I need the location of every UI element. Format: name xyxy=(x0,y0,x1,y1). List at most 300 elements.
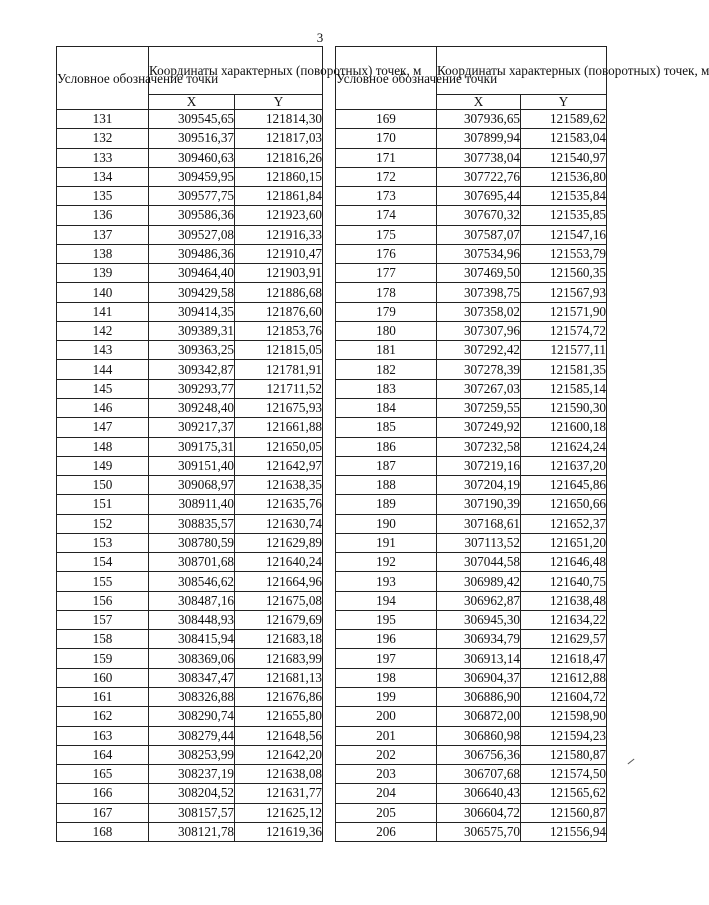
point-number-cell: 148 xyxy=(57,437,149,456)
x-coordinate-cell: 306913,14 xyxy=(437,649,521,668)
table-row xyxy=(336,668,607,687)
point-number-cell: 187 xyxy=(336,456,437,475)
y-coordinate-cell: 121853,76 xyxy=(235,321,323,340)
point-number-cell: 131 xyxy=(57,110,149,129)
point-number-cell: 190 xyxy=(336,514,437,533)
x-coordinate-cell: 306860,98 xyxy=(437,726,521,745)
point-number-cell: 167 xyxy=(57,803,149,822)
x-coordinate-cell: 307259,55 xyxy=(437,398,521,417)
table-row xyxy=(336,726,607,745)
x-coordinate-cell: 307113,52 xyxy=(437,533,521,552)
table-row xyxy=(57,533,323,552)
point-number-cell: 185 xyxy=(336,418,437,437)
coordinates-table-right xyxy=(335,46,709,842)
point-number-cell: 181 xyxy=(336,341,437,360)
point-number-cell: 192 xyxy=(336,553,437,572)
table-row xyxy=(336,745,607,764)
y-coordinate-cell: 121651,20 xyxy=(521,533,607,552)
x-coordinate-cell: 307267,03 xyxy=(437,379,521,398)
coordinates-header: Координаты характерных (поворотных) точек, м xyxy=(149,47,323,95)
point-number-cell: 180 xyxy=(336,321,437,340)
x-coordinate-cell: 307232,58 xyxy=(437,437,521,456)
x-coordinate-cell: 306756,36 xyxy=(437,745,521,764)
x-coordinate-cell: 308279,44 xyxy=(149,726,235,745)
y-coordinate-cell: 121816,26 xyxy=(235,148,323,167)
y-coordinate-cell: 121594,23 xyxy=(521,726,607,745)
y-coordinate-cell: 121642,97 xyxy=(235,456,323,475)
point-number-cell: 182 xyxy=(336,360,437,379)
table-row xyxy=(57,418,323,437)
point-number-cell: 147 xyxy=(57,418,149,437)
x-coordinate-cell: 306945,30 xyxy=(437,610,521,629)
y-coordinate-cell: 121624,24 xyxy=(521,437,607,456)
y-coordinate-cell: 121814,30 xyxy=(235,110,323,129)
x-coordinate-cell: 309429,58 xyxy=(149,283,235,302)
table-row xyxy=(57,630,323,649)
x-coordinate-cell: 307168,61 xyxy=(437,514,521,533)
y-coordinate-cell: 121629,89 xyxy=(235,533,323,552)
y-coordinate-cell: 121876,60 xyxy=(235,302,323,321)
x-coordinate-cell: 307695,44 xyxy=(437,187,521,206)
y-coordinate-cell: 121638,08 xyxy=(235,765,323,784)
point-number-cell: 149 xyxy=(57,456,149,475)
x-coordinate-cell: 306707,68 xyxy=(437,765,521,784)
y-coordinate-cell: 121638,35 xyxy=(235,476,323,495)
y-coordinate-cell: 121565,62 xyxy=(521,784,607,803)
x-coordinate-cell: 306575,70 xyxy=(437,822,521,841)
x-coordinate-cell: 309151,40 xyxy=(149,456,235,475)
table-row xyxy=(57,225,323,244)
table-row xyxy=(336,687,607,706)
y-coordinate-cell: 121681,13 xyxy=(235,668,323,687)
x-coordinate-cell: 306640,43 xyxy=(437,784,521,803)
x-coordinate-cell: 307534,96 xyxy=(437,244,521,263)
y-coordinate-cell: 121571,90 xyxy=(521,302,607,321)
table-row xyxy=(336,514,607,533)
table-row xyxy=(336,649,607,668)
y-coordinate-cell: 121589,62 xyxy=(521,110,607,129)
y-coordinate-cell: 121648,56 xyxy=(235,726,323,745)
point-number-cell: 146 xyxy=(57,398,149,417)
point-number-cell: 137 xyxy=(57,225,149,244)
point-number-cell: 196 xyxy=(336,630,437,649)
y-coordinate-cell: 121635,76 xyxy=(235,495,323,514)
table-row xyxy=(57,110,323,129)
table-row xyxy=(336,822,607,841)
x-coordinate-cell: 308448,93 xyxy=(149,610,235,629)
table-row xyxy=(57,707,323,726)
table-row xyxy=(57,687,323,706)
table-row xyxy=(336,495,607,514)
x-coordinate-cell: 308347,47 xyxy=(149,668,235,687)
table-row xyxy=(57,187,323,206)
y-coordinate-cell: 121640,75 xyxy=(521,572,607,591)
table-body-right xyxy=(336,110,607,842)
y-coordinate-cell: 121910,47 xyxy=(235,244,323,263)
coordinates-header: Координаты характерных (поворотных) точек, м xyxy=(437,47,607,95)
y-coordinate-cell: 121567,93 xyxy=(521,283,607,302)
y-coordinate-cell: 121650,05 xyxy=(235,437,323,456)
x-coordinate-cell: 307249,92 xyxy=(437,418,521,437)
table-row xyxy=(336,379,607,398)
y-coordinate-cell: 121553,79 xyxy=(521,244,607,263)
table-row xyxy=(57,649,323,668)
point-number-cell: 171 xyxy=(336,148,437,167)
table-row xyxy=(57,302,323,321)
point-number-cell: 140 xyxy=(57,283,149,302)
x-coordinate-cell: 308546,62 xyxy=(149,572,235,591)
table-row xyxy=(336,225,607,244)
point-number-cell: 133 xyxy=(57,148,149,167)
x-coordinate-cell: 309464,40 xyxy=(149,264,235,283)
y-coordinate-cell: 121655,80 xyxy=(235,707,323,726)
y-coordinate-cell: 121556,94 xyxy=(521,822,607,841)
point-number-cell: 177 xyxy=(336,264,437,283)
x-coordinate-cell: 308780,59 xyxy=(149,533,235,552)
y-coordinate-cell: 121560,87 xyxy=(521,803,607,822)
point-number-cell: 145 xyxy=(57,379,149,398)
x-coordinate-cell: 306934,79 xyxy=(437,630,521,649)
x-coordinate-cell: 309516,37 xyxy=(149,129,235,148)
page-number: 3 xyxy=(316,30,324,45)
y-coordinate-cell: 121634,22 xyxy=(521,610,607,629)
point-number-cell: 202 xyxy=(336,745,437,764)
point-number-cell: 136 xyxy=(57,206,149,225)
table-row xyxy=(336,707,607,726)
point-number-cell: 150 xyxy=(57,476,149,495)
x-coordinate-cell: 309486,36 xyxy=(149,244,235,263)
point-number-cell: 165 xyxy=(57,765,149,784)
point-number-cell: 186 xyxy=(336,437,437,456)
table-row xyxy=(57,765,323,784)
y-coordinate-cell: 121652,37 xyxy=(521,514,607,533)
y-coordinate-cell: 121631,77 xyxy=(235,784,323,803)
x-column-header: X xyxy=(437,95,521,110)
point-number-cell: 154 xyxy=(57,553,149,572)
point-number-cell: 170 xyxy=(336,129,437,148)
point-number-cell: 142 xyxy=(57,321,149,340)
x-coordinate-cell: 308326,88 xyxy=(149,687,235,706)
y-coordinate-cell: 121664,96 xyxy=(235,572,323,591)
table-row xyxy=(336,591,607,610)
point-number-cell: 163 xyxy=(57,726,149,745)
x-coordinate-cell: 306962,87 xyxy=(437,591,521,610)
table-row xyxy=(57,745,323,764)
point-number-cell: 204 xyxy=(336,784,437,803)
table-row xyxy=(57,360,323,379)
x-coordinate-cell: 308204,52 xyxy=(149,784,235,803)
x-coordinate-cell: 309175,31 xyxy=(149,437,235,456)
point-number-cell: 205 xyxy=(336,803,437,822)
table-row xyxy=(57,784,323,803)
y-coordinate-cell: 121781,91 xyxy=(235,360,323,379)
table-row xyxy=(336,784,607,803)
x-coordinate-cell: 308369,06 xyxy=(149,649,235,668)
table-row xyxy=(336,437,607,456)
table-row xyxy=(57,553,323,572)
point-number-cell: 168 xyxy=(57,822,149,841)
x-coordinate-cell: 309414,35 xyxy=(149,302,235,321)
y-coordinate-cell: 121675,93 xyxy=(235,398,323,417)
y-coordinate-cell: 121637,20 xyxy=(521,456,607,475)
x-coordinate-cell: 309293,77 xyxy=(149,379,235,398)
point-number-cell: 160 xyxy=(57,668,149,687)
point-number-cell: 178 xyxy=(336,283,437,302)
table-row xyxy=(57,610,323,629)
table-row xyxy=(336,264,607,283)
x-coordinate-cell: 307738,04 xyxy=(437,148,521,167)
x-coordinate-cell: 306604,72 xyxy=(437,803,521,822)
y-coordinate-cell: 121560,35 xyxy=(521,264,607,283)
table-row xyxy=(336,244,607,263)
x-coordinate-cell: 309460,63 xyxy=(149,148,235,167)
y-coordinate-cell: 121598,90 xyxy=(521,707,607,726)
point-number-cell: 183 xyxy=(336,379,437,398)
table-row xyxy=(336,765,607,784)
table-row xyxy=(336,360,607,379)
y-coordinate-cell: 121625,12 xyxy=(235,803,323,822)
point-number-cell: 132 xyxy=(57,129,149,148)
x-coordinate-cell: 307398,75 xyxy=(437,283,521,302)
y-coordinate-cell: 121580,87 xyxy=(521,745,607,764)
x-coordinate-cell: 309389,31 xyxy=(149,321,235,340)
point-designation-header: Условное обозначение точки xyxy=(336,47,437,110)
x-coordinate-cell: 307358,02 xyxy=(437,302,521,321)
table-row xyxy=(336,283,607,302)
x-coordinate-cell: 307469,50 xyxy=(437,264,521,283)
point-number-cell: 157 xyxy=(57,610,149,629)
y-coordinate-cell: 121630,74 xyxy=(235,514,323,533)
y-coordinate-cell: 121604,72 xyxy=(521,687,607,706)
point-number-cell: 162 xyxy=(57,707,149,726)
y-coordinate-cell: 121600,18 xyxy=(521,418,607,437)
table-row xyxy=(336,398,607,417)
y-coordinate-cell: 121619,36 xyxy=(235,822,323,841)
y-coordinate-cell: 121574,72 xyxy=(521,321,607,340)
table-row xyxy=(336,572,607,591)
y-coordinate-cell: 121618,47 xyxy=(521,649,607,668)
table-row xyxy=(57,495,323,514)
x-coordinate-cell: 307219,16 xyxy=(437,456,521,475)
x-coordinate-cell: 308701,68 xyxy=(149,553,235,572)
table-row xyxy=(336,148,607,167)
y-coordinate-cell: 121535,85 xyxy=(521,206,607,225)
table-row xyxy=(336,206,607,225)
point-number-cell: 200 xyxy=(336,707,437,726)
x-coordinate-cell: 308290,74 xyxy=(149,707,235,726)
y-coordinate-cell: 121675,08 xyxy=(235,591,323,610)
y-coordinate-cell: 121916,33 xyxy=(235,225,323,244)
x-coordinate-cell: 307292,42 xyxy=(437,341,521,360)
point-number-cell: 134 xyxy=(57,167,149,186)
table-row xyxy=(336,321,607,340)
table-row xyxy=(336,553,607,572)
table-row xyxy=(57,437,323,456)
y-coordinate-cell: 121577,11 xyxy=(521,341,607,360)
x-coordinate-cell: 306872,00 xyxy=(437,707,521,726)
table-row xyxy=(57,726,323,745)
table-body-left xyxy=(57,110,323,842)
table-row xyxy=(336,110,607,129)
y-coordinate-cell: 121583,04 xyxy=(521,129,607,148)
x-coordinate-cell: 307307,96 xyxy=(437,321,521,340)
y-coordinate-cell: 121590,30 xyxy=(521,398,607,417)
table-row xyxy=(57,456,323,475)
table-row xyxy=(336,630,607,649)
point-number-cell: 199 xyxy=(336,687,437,706)
table-row xyxy=(57,341,323,360)
y-coordinate-cell: 121536,80 xyxy=(521,167,607,186)
point-number-cell: 139 xyxy=(57,264,149,283)
x-coordinate-cell: 309545,65 xyxy=(149,110,235,129)
point-number-cell: 189 xyxy=(336,495,437,514)
point-number-cell: 197 xyxy=(336,649,437,668)
point-number-cell: 179 xyxy=(336,302,437,321)
x-coordinate-cell: 307278,39 xyxy=(437,360,521,379)
y-coordinate-cell: 121817,03 xyxy=(235,129,323,148)
point-number-cell: 203 xyxy=(336,765,437,784)
x-coordinate-cell: 309363,25 xyxy=(149,341,235,360)
table-row xyxy=(57,264,323,283)
table-row xyxy=(57,591,323,610)
table-row xyxy=(57,283,323,302)
x-coordinate-cell: 307190,39 xyxy=(437,495,521,514)
y-coordinate-cell: 121676,86 xyxy=(235,687,323,706)
table-row xyxy=(336,418,607,437)
point-number-cell: 172 xyxy=(336,167,437,186)
x-coordinate-cell: 308237,19 xyxy=(149,765,235,784)
point-number-cell: 161 xyxy=(57,687,149,706)
y-coordinate-cell: 121860,15 xyxy=(235,167,323,186)
x-coordinate-cell: 309217,37 xyxy=(149,418,235,437)
y-coordinate-cell: 121646,48 xyxy=(521,553,607,572)
point-number-cell: 173 xyxy=(336,187,437,206)
table-row xyxy=(57,398,323,417)
x-coordinate-cell: 309586,36 xyxy=(149,206,235,225)
y-coordinate-cell: 121640,24 xyxy=(235,553,323,572)
table-row xyxy=(57,148,323,167)
table-row xyxy=(336,129,607,148)
point-number-cell: 143 xyxy=(57,341,149,360)
table-row xyxy=(57,803,323,822)
point-number-cell: 166 xyxy=(57,784,149,803)
x-coordinate-cell: 309459,95 xyxy=(149,167,235,186)
x-coordinate-cell: 308835,57 xyxy=(149,514,235,533)
y-coordinate-cell: 121535,84 xyxy=(521,187,607,206)
point-number-cell: 191 xyxy=(336,533,437,552)
x-coordinate-cell: 306904,37 xyxy=(437,668,521,687)
point-number-cell: 158 xyxy=(57,630,149,649)
y-coordinate-cell: 121683,18 xyxy=(235,630,323,649)
y-column-header: Y xyxy=(521,95,607,110)
x-coordinate-cell: 309248,40 xyxy=(149,398,235,417)
point-number-cell: 153 xyxy=(57,533,149,552)
x-coordinate-cell: 308157,57 xyxy=(149,803,235,822)
y-coordinate-cell: 121861,84 xyxy=(235,187,323,206)
point-number-cell: 175 xyxy=(336,225,437,244)
table-row xyxy=(57,668,323,687)
x-coordinate-cell: 309527,08 xyxy=(149,225,235,244)
point-number-cell: 152 xyxy=(57,514,149,533)
table-row xyxy=(336,167,607,186)
y-coordinate-cell: 121650,66 xyxy=(521,495,607,514)
x-coordinate-cell: 308121,78 xyxy=(149,822,235,841)
y-coordinate-cell: 121903,91 xyxy=(235,264,323,283)
x-coordinate-cell: 308911,40 xyxy=(149,495,235,514)
y-coordinate-cell: 121815,05 xyxy=(235,341,323,360)
x-coordinate-cell: 307044,58 xyxy=(437,553,521,572)
y-coordinate-cell: 121574,50 xyxy=(521,765,607,784)
margin-mark xyxy=(628,759,635,765)
x-coordinate-cell: 307936,65 xyxy=(437,110,521,129)
table-row xyxy=(336,476,607,495)
table-row xyxy=(57,321,323,340)
x-coordinate-cell: 307670,32 xyxy=(437,206,521,225)
x-coordinate-cell: 306989,42 xyxy=(437,572,521,591)
table-row xyxy=(57,244,323,263)
point-number-cell: 144 xyxy=(57,360,149,379)
table-row xyxy=(57,129,323,148)
y-coordinate-cell: 121612,88 xyxy=(521,668,607,687)
point-number-cell: 174 xyxy=(336,206,437,225)
point-number-cell: 184 xyxy=(336,398,437,417)
point-number-cell: 188 xyxy=(336,476,437,495)
x-coordinate-cell: 308487,16 xyxy=(149,591,235,610)
y-coordinate-cell: 121642,20 xyxy=(235,745,323,764)
table-row xyxy=(336,302,607,321)
point-designation-header: Условное обозначение точки xyxy=(57,47,149,110)
y-coordinate-cell: 121581,35 xyxy=(521,360,607,379)
point-number-cell: 201 xyxy=(336,726,437,745)
table-row xyxy=(57,572,323,591)
y-column-header: Y xyxy=(235,95,323,110)
table-row xyxy=(57,167,323,186)
x-coordinate-cell: 308415,94 xyxy=(149,630,235,649)
point-number-cell: 159 xyxy=(57,649,149,668)
table-row xyxy=(336,533,607,552)
table-row xyxy=(57,476,323,495)
point-number-cell: 151 xyxy=(57,495,149,514)
point-number-cell: 193 xyxy=(336,572,437,591)
x-coordinate-cell: 308253,99 xyxy=(149,745,235,764)
x-coordinate-cell: 307587,07 xyxy=(437,225,521,244)
table-row xyxy=(336,341,607,360)
point-number-cell: 176 xyxy=(336,244,437,263)
x-coordinate-cell: 307204,19 xyxy=(437,476,521,495)
y-coordinate-cell: 121645,86 xyxy=(521,476,607,495)
table-row xyxy=(57,822,323,841)
table-row xyxy=(336,187,607,206)
y-coordinate-cell: 121661,88 xyxy=(235,418,323,437)
x-coordinate-cell: 309577,75 xyxy=(149,187,235,206)
point-number-cell: 164 xyxy=(57,745,149,764)
point-number-cell: 169 xyxy=(336,110,437,129)
point-number-cell: 135 xyxy=(57,187,149,206)
point-number-cell: 194 xyxy=(336,591,437,610)
point-number-cell: 198 xyxy=(336,668,437,687)
y-coordinate-cell: 121585,14 xyxy=(521,379,607,398)
y-coordinate-cell: 121679,69 xyxy=(235,610,323,629)
point-number-cell: 138 xyxy=(57,244,149,263)
x-coordinate-cell: 307722,76 xyxy=(437,167,521,186)
table-row xyxy=(336,456,607,475)
x-coordinate-cell: 309342,87 xyxy=(149,360,235,379)
y-coordinate-cell: 121683,99 xyxy=(235,649,323,668)
y-coordinate-cell: 121629,57 xyxy=(521,630,607,649)
y-coordinate-cell: 121547,16 xyxy=(521,225,607,244)
table-row xyxy=(57,514,323,533)
x-column-header: X xyxy=(149,95,235,110)
